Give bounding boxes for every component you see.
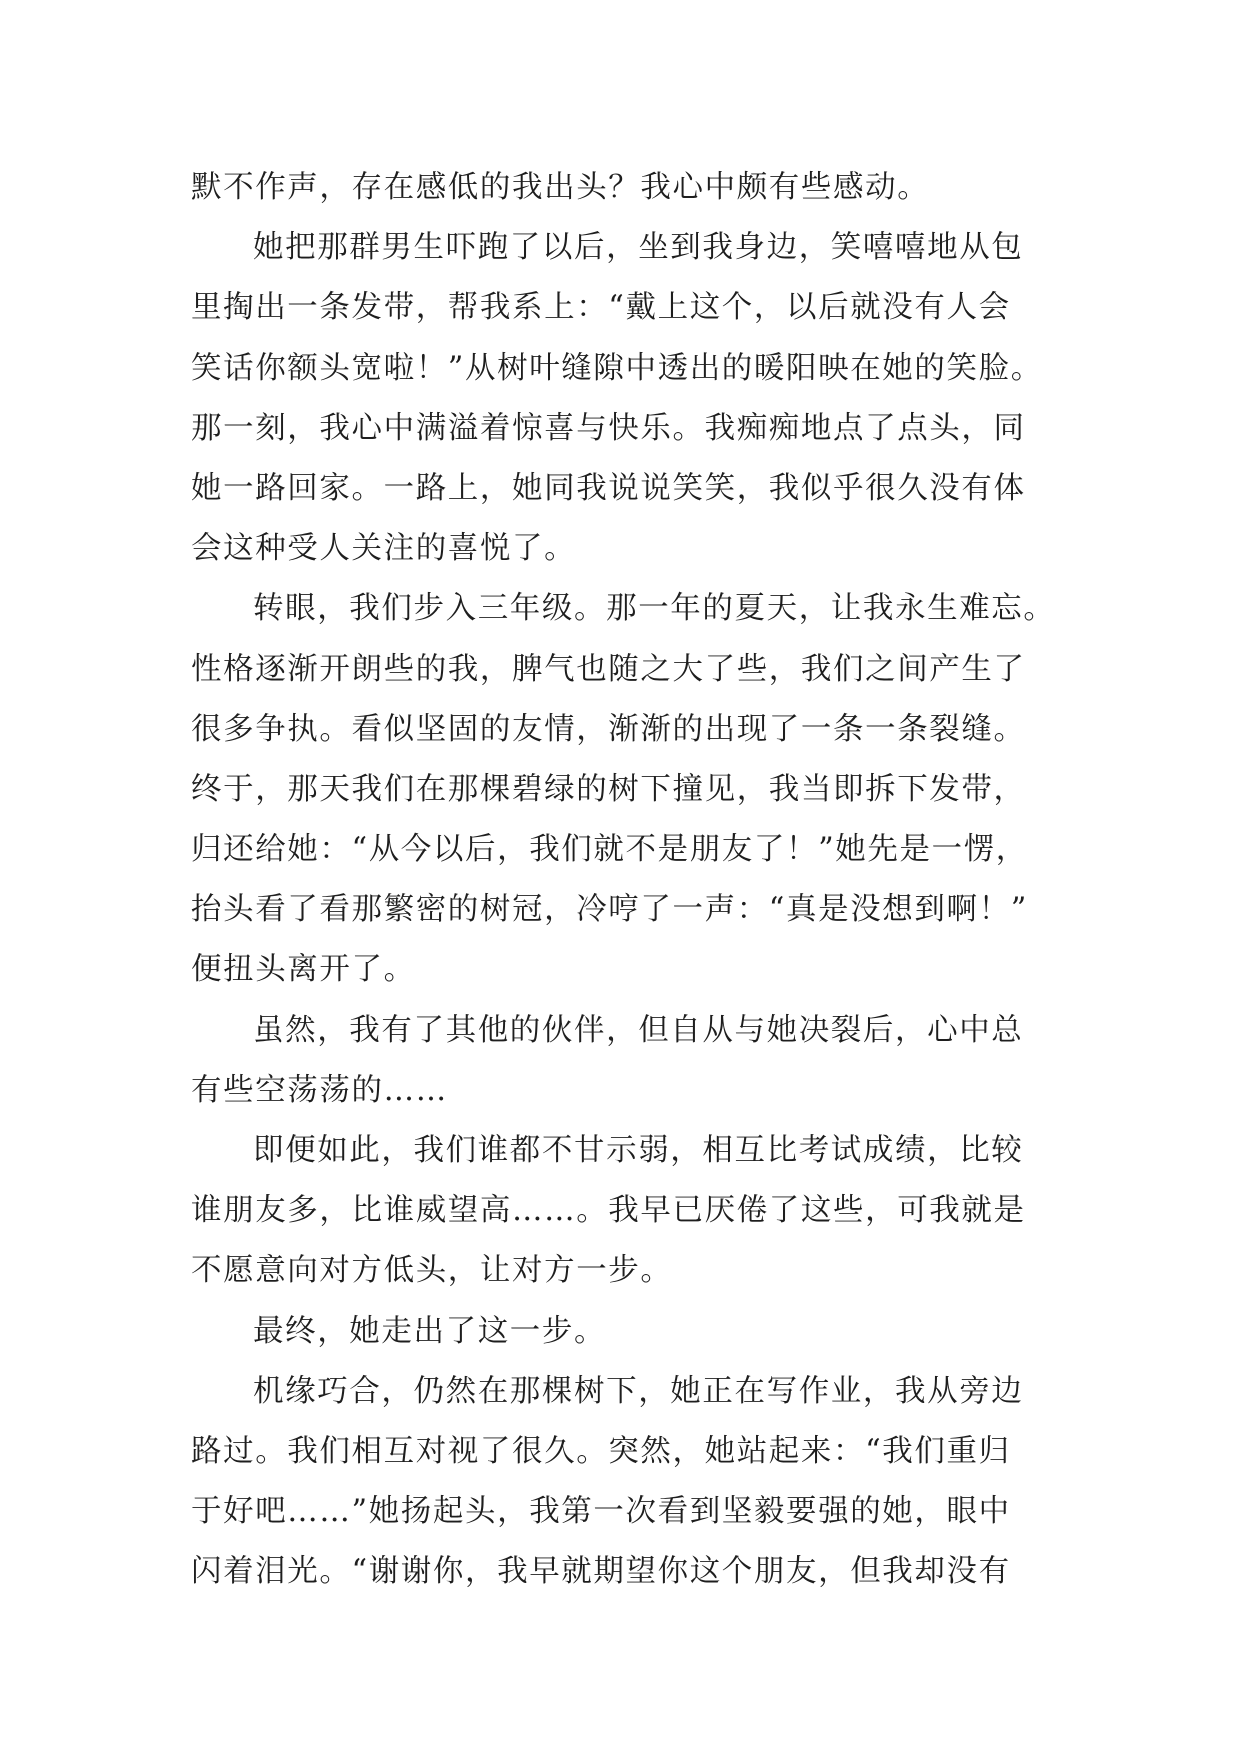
text-line: 虽然，我有了其他的伙伴，但自从与她决裂后，心中总 — [253, 1012, 1024, 1048]
text-line: 那一刻，我心中满溢着惊喜与快乐。我痴痴地点了点头，同 — [191, 410, 1026, 446]
text-line: 里掏出一条发带，帮我系上：“戴上这个，以后就没有人会 — [191, 290, 1011, 326]
text-line: 很多争执。看似坚固的友情，渐渐的出现了一条一条裂缝。 — [191, 711, 1026, 747]
text-line: 笑话你额头宽啦！”从树叶缝隙中透出的暖阳映在她的笑脸。 — [191, 350, 1043, 386]
text-line: 性格逐渐开朗些的我，脾气也随之大了些，我们之间产生了 — [191, 651, 1026, 687]
text-line: 归还给她：“从今以后，我们就不是朋友了！”她先是一愣， — [191, 832, 1028, 868]
text-line: 默不作声，存在感低的我出头？我心中颇有些感动。 — [191, 170, 930, 205]
text-line: 最终，她走出了这一步。 — [253, 1313, 607, 1349]
text-line: 不愿意向对方低头，让对方一步。 — [191, 1253, 673, 1289]
text-line: 转眼，我们步入三年级。那一年的夏天，让我永生难忘。 — [253, 591, 1056, 627]
text-line: 终于，那天我们在那棵碧绿的树下撞见，我当即拆下发带， — [191, 771, 1026, 807]
text-line: 即便如此，我们谁都不甘示弱，相互比考试成绩，比较 — [253, 1133, 1024, 1168]
text-line: 抬头看了看那繁密的树冠，冷哼了一声：“真是没想到啊！” — [191, 892, 1028, 928]
text-line: 于好吧……”她扬起头，我第一次看到坚毅要强的她，眼中 — [191, 1494, 1011, 1530]
text-line: 机缘巧合，仍然在那棵树下，她正在写作业，我从旁边 — [253, 1373, 1024, 1409]
text-line: 她把那群男生吓跑了以后，坐到我身边，笑嘻嘻地从包 — [253, 230, 1024, 266]
text-line: 便扭头离开了。 — [191, 952, 416, 988]
text-line: 谁朋友多，比谁威望高……。我早已厌倦了这些，可我就是 — [191, 1193, 1026, 1229]
text-line: 路过。我们相互对视了很久。突然，她站起来：“我们重归 — [191, 1433, 1011, 1469]
document-body — [191, 158, 1071, 1603]
text-line: 她一路回家。一路上，她同我说说笑笑，我似乎很久没有体 — [191, 470, 1026, 506]
text-line: 会这种受人关注的喜悦了。 — [191, 531, 577, 567]
text-line: 有些空荡荡的…… — [191, 1072, 448, 1108]
text-line: 闪着泪光。“谢谢你，我早就期望你这个朋友，但我却没有 — [191, 1554, 1011, 1590]
